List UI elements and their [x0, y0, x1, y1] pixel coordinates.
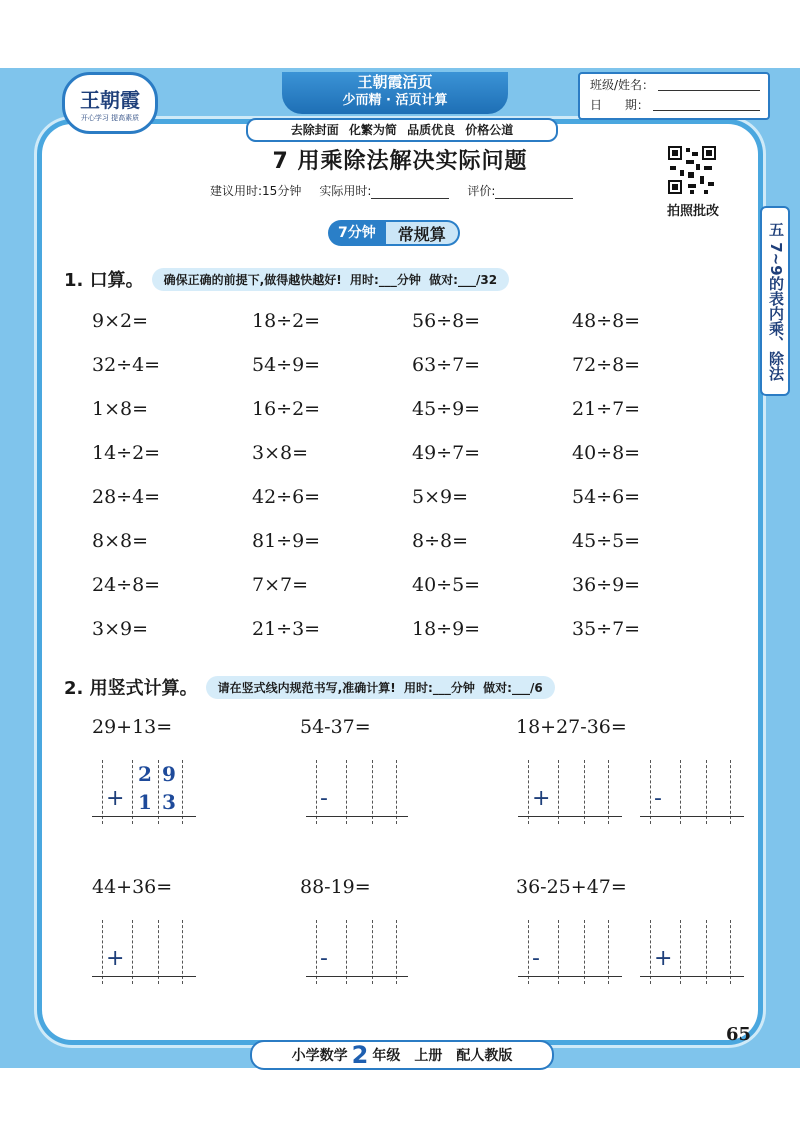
dashed-column-line: [102, 920, 103, 984]
dashed-column-line: [372, 760, 373, 824]
footer-edition: 配人教版: [456, 1048, 513, 1064]
qr-code-icon[interactable]: [666, 144, 718, 196]
oral-problem: 8×8=: [92, 530, 149, 552]
footer-grade-suffix: 年级: [372, 1048, 401, 1064]
operator-sign: -: [654, 786, 662, 811]
oral-problem: 14÷2=: [92, 442, 161, 464]
dashed-column-line: [132, 920, 133, 984]
oral-problem: 3×8=: [252, 442, 309, 464]
eval-line[interactable]: [495, 186, 573, 199]
oral-problem: 5×9=: [412, 486, 469, 508]
footer-badge: [250, 1040, 554, 1070]
example-digit: 1: [138, 790, 152, 814]
result-line: [92, 976, 196, 977]
dashed-column-line: [102, 760, 103, 824]
time-info: [210, 182, 630, 199]
actual-time-label: 实际用时:: [319, 184, 372, 198]
dashed-column-line: [528, 760, 529, 824]
dashed-column-line: [346, 920, 347, 984]
oral-problem: 36÷9=: [572, 574, 641, 596]
oral-problem: 40÷8=: [572, 442, 641, 464]
oral-problem: 1×8=: [92, 398, 149, 420]
example-digit: 2: [138, 762, 152, 786]
result-line: [92, 816, 196, 817]
result-line: [306, 816, 408, 817]
dashed-column-line: [584, 760, 585, 824]
dashed-column-line: [650, 920, 651, 984]
dashed-column-line: [680, 920, 681, 984]
oral-problem: 28÷4=: [92, 486, 161, 508]
vertical-problem: 36-25+47=: [516, 876, 627, 898]
vertical-problem: 18+27-36=: [516, 716, 627, 738]
class-line[interactable]: [658, 76, 760, 91]
question-2-title: 2. 用竖式计算。: [64, 678, 198, 699]
footer-term: 上册: [414, 1048, 443, 1064]
vertical-problem: 54-37=: [300, 716, 371, 738]
dashed-column-line: [706, 920, 707, 984]
oral-problem: 21÷7=: [572, 398, 641, 420]
logo-sub: 开心学习 提高素质: [80, 113, 140, 122]
result-line: [640, 816, 744, 817]
footer-subject: 小学数学: [291, 1048, 348, 1064]
vertical-problem: 88-19=: [300, 876, 371, 898]
oral-problem: 42÷6=: [252, 486, 321, 508]
oral-problem: 18÷9=: [412, 618, 481, 640]
question-1-header: [64, 266, 509, 292]
date-label: 日 期：: [590, 98, 649, 112]
slogan: 去除封面 化繁为简 品质优良 价格公道: [246, 118, 558, 142]
oral-problem: 45÷5=: [572, 530, 641, 552]
section-pill: [328, 220, 460, 246]
oral-problem: 40÷5=: [412, 574, 481, 596]
oral-problem: 81÷9=: [252, 530, 321, 552]
class-name-box: [578, 72, 770, 120]
oral-problem: 63÷7=: [412, 354, 481, 376]
dashed-column-line: [158, 920, 159, 984]
oral-problem: 54÷6=: [572, 486, 641, 508]
dashed-column-line: [650, 760, 651, 824]
oral-problem: 21÷3=: [252, 618, 321, 640]
suggest-time: 建议用时:15分钟: [210, 184, 302, 198]
result-line: [640, 976, 744, 977]
dashed-column-line: [372, 920, 373, 984]
oral-problem: 54÷9=: [252, 354, 321, 376]
dashed-column-line: [730, 760, 731, 824]
example-digit: 3: [162, 790, 176, 814]
oral-problem: 49÷7=: [412, 442, 481, 464]
oral-problem: 35÷7=: [572, 618, 641, 640]
oral-problem: 9×2=: [92, 310, 149, 332]
series-banner: [282, 72, 508, 114]
dashed-column-line: [316, 920, 317, 984]
dashed-column-line: [584, 920, 585, 984]
vertical-problem: 29+13=: [92, 716, 173, 738]
section-time: 7分钟: [328, 220, 386, 246]
oral-problem: 32÷4=: [92, 354, 161, 376]
class-row: [590, 76, 760, 96]
question-1-tip: 确保正确的前提下,做得越快越好! 用时:___分钟 做对:___/32: [152, 268, 509, 291]
dashed-column-line: [558, 920, 559, 984]
dashed-column-line: [706, 760, 707, 824]
dashed-column-line: [528, 920, 529, 984]
page-number: 65: [726, 1024, 752, 1045]
dashed-column-line: [396, 760, 397, 824]
result-line: [518, 976, 622, 977]
oral-problem: 7×7=: [252, 574, 309, 596]
class-label: 班级/姓名：: [590, 78, 655, 92]
dashed-column-line: [316, 760, 317, 824]
dashed-column-line: [558, 760, 559, 824]
vertical-problem: 44+36=: [92, 876, 173, 898]
operator-sign: -: [320, 786, 328, 811]
dashed-column-line: [730, 920, 731, 984]
logo-name: 王朝霞: [80, 87, 140, 112]
operator-sign: -: [320, 946, 328, 971]
footer-grade: 2: [351, 1041, 369, 1069]
dashed-column-line: [158, 760, 159, 824]
operator-sign: +: [106, 786, 125, 811]
oral-problem: 56÷8=: [412, 310, 481, 332]
result-line: [306, 976, 408, 977]
result-line: [518, 816, 622, 817]
brand-logo: [62, 72, 158, 134]
operator-sign: -: [532, 946, 540, 971]
dashed-column-line: [680, 760, 681, 824]
question-2-header: [64, 674, 555, 700]
dashed-column-line: [608, 920, 609, 984]
dashed-column-line: [346, 760, 347, 824]
operator-sign: +: [654, 946, 673, 971]
date-row: [590, 96, 760, 116]
oral-problem: 72÷8=: [572, 354, 641, 376]
operator-sign: +: [532, 786, 551, 811]
series-title: 王朝霞活页: [357, 73, 433, 91]
series-subtitle: 少而精 · 活页计算: [342, 93, 448, 108]
actual-time-line[interactable]: [371, 186, 449, 199]
date-line[interactable]: [653, 96, 760, 111]
dashed-column-line: [396, 920, 397, 984]
oral-problem: 8÷8=: [412, 530, 469, 552]
oral-problem: 16÷2=: [252, 398, 321, 420]
dashed-column-line: [608, 760, 609, 824]
lesson-title: 7 用乘除法解决实际问题: [272, 149, 528, 174]
oral-problem: 18÷2=: [252, 310, 321, 332]
dashed-column-line: [182, 760, 183, 824]
oral-problem: 48÷8=: [572, 310, 641, 332]
qr-label: 拍照批改: [666, 204, 719, 219]
section-kind: 常规算: [386, 220, 460, 246]
operator-sign: +: [106, 946, 125, 971]
dashed-column-line: [182, 920, 183, 984]
oral-problem: 24÷8=: [92, 574, 161, 596]
unit-side-tab: 五 7~9的表内乘、除法: [760, 206, 790, 396]
dashed-column-line: [132, 760, 133, 824]
oral-problem: 45÷9=: [412, 398, 481, 420]
eval-label: 评价:: [467, 184, 496, 198]
question-2-tip: 请在竖式线内规范书写,准确计算! 用时:___分钟 做对:___/6: [206, 676, 555, 699]
question-1-title: 1. 口算。: [64, 270, 144, 291]
example-digit: 9: [162, 762, 176, 786]
oral-problem: 3×9=: [92, 618, 149, 640]
